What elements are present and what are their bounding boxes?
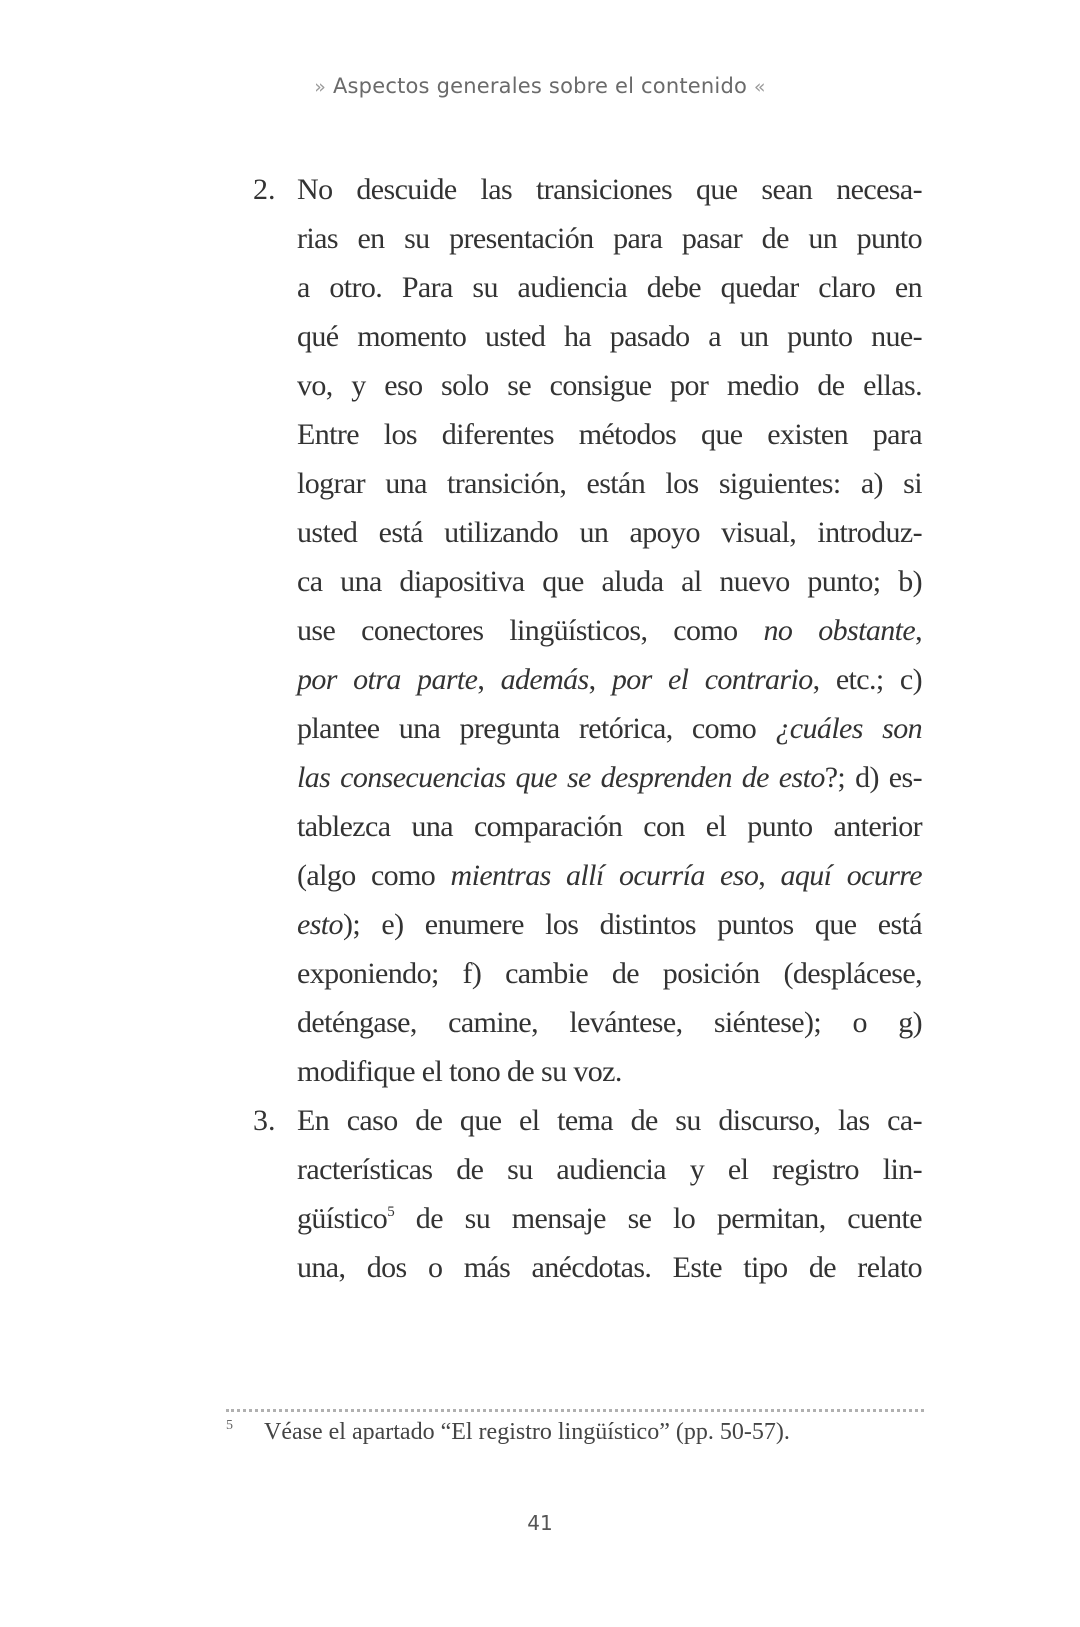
list-item-number: 3. [253, 1104, 276, 1137]
text-line [297, 214, 922, 264]
text-line [297, 606, 922, 656]
text-run: rias en su presentación para pasar de un punto [297, 222, 922, 255]
text-run: racterísticas de su audiencia y el registro lin- [297, 1153, 922, 1186]
text-line [297, 1194, 922, 1244]
italic-text: las consecuencias que se desprenden de esto [297, 761, 825, 794]
text-run: , [915, 614, 923, 647]
footnote [226, 1416, 926, 1448]
text-line [297, 508, 922, 558]
text-line [297, 1243, 922, 1293]
footnote-divider [226, 1409, 924, 1412]
text-run: En caso de que el tema de su discurso, las ca- [297, 1104, 922, 1137]
text-line [297, 165, 922, 215]
footnote-mark: 5 [226, 1418, 233, 1433]
text-run: deténgase, camine, levántese, siéntese); o g) [297, 1006, 922, 1039]
italic-text: mientras allí ocurría eso [450, 859, 759, 892]
text-line [297, 1047, 922, 1097]
text-line [297, 900, 922, 950]
text-run: ); e) enumere los distintos puntos que está [342, 908, 922, 941]
text-run: ca una diapositiva que aluda al nuevo punto; b) [297, 565, 922, 598]
text-line [297, 1145, 922, 1195]
text-line [297, 361, 922, 411]
text-run: una, dos o más anécdotas. Este tipo de relato [297, 1251, 922, 1284]
header-right-mark: « [753, 76, 766, 98]
text-run: ?; d) es- [824, 761, 922, 794]
text-run: No descuide las transiciones que sean necesa- [297, 173, 922, 206]
page-number: 41 [527, 1511, 553, 1535]
footnote-text: Véase el apartado “El registro lingüístico” (pp. 50-57). [264, 1419, 790, 1445]
text-run: , etc.; c) [812, 663, 923, 696]
text-run: modifique el tono de su voz. [297, 1055, 622, 1088]
text-run: vo, y eso solo se consigue por medio de ellas. [297, 369, 922, 402]
italic-text: por otra parte [297, 663, 478, 696]
text-line [297, 704, 922, 754]
text-line [297, 802, 922, 852]
text-run: tablezca una comparación con el punto anterior [297, 810, 922, 843]
text-run: qué momento usted ha pasado a un punto nue- [297, 320, 922, 353]
text-line [297, 851, 922, 901]
italic-text: esto [297, 908, 343, 941]
text-line [297, 753, 922, 803]
header-left-mark: » [314, 76, 327, 98]
text-line [297, 312, 922, 362]
italic-text: por el contrario [611, 663, 813, 696]
text-line [297, 1096, 922, 1146]
running-header [0, 74, 1080, 98]
list-item-number: 2. [253, 173, 276, 206]
italic-text: no obstante [763, 614, 916, 647]
text-run: (algo como [297, 859, 451, 892]
italic-text: aquí ocurre [780, 859, 922, 892]
text-run: , [588, 663, 612, 696]
text-run: lograr una transición, están los siguientes: a) si [297, 467, 922, 500]
footnote-reference: 5 [387, 1204, 395, 1220]
text-run: usted está utilizando un apoyo visual, introduz- [297, 516, 922, 549]
italic-text: además [500, 663, 589, 696]
text-run: güístico [297, 1202, 388, 1235]
text-run: de su mensaje se lo permitan, cuente [394, 1202, 922, 1235]
header-title: Aspectos generales sobre el contenido [332, 74, 748, 98]
text-run: a otro. Para su audiencia debe quedar claro en [297, 271, 922, 304]
text-line [297, 557, 922, 607]
text-line [297, 998, 922, 1048]
text-run: , [758, 859, 781, 892]
text-line [297, 410, 922, 460]
text-run: Entre los diferentes métodos que existen para [297, 418, 922, 451]
text-run: exponiendo; f) cambie de posición (desplácese, [297, 957, 922, 990]
text-line [297, 655, 922, 705]
text-run: use conectores lingüísticos, como [297, 614, 764, 647]
text-run: , [477, 663, 501, 696]
text-line [297, 949, 922, 999]
text-line [297, 263, 922, 313]
text-run: plantee una pregunta retórica, como [297, 712, 776, 745]
italic-text: ¿cuáles son [775, 712, 922, 745]
text-line [297, 459, 922, 509]
